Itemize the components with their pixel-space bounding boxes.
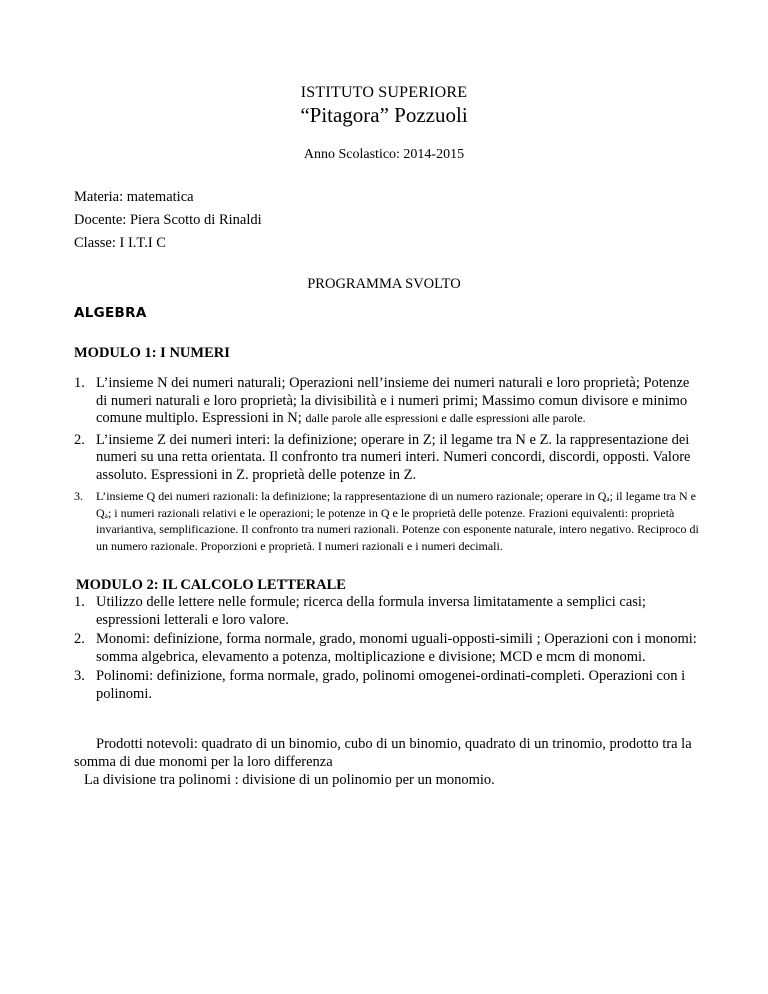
list-item: [74, 668, 704, 703]
program-title: PROGRAMMA SVOLTO: [307, 276, 461, 292]
list-number: 1.: [74, 594, 85, 610]
school-name: “Pitagora” Pozzuoli: [300, 103, 468, 127]
list-number: 2.: [74, 631, 85, 647]
list-item: [74, 375, 704, 428]
list-item: [74, 432, 704, 485]
teacher-line: Docente: Piera Scotto di Rinaldi: [74, 212, 262, 228]
subject-line: Materia: matematica: [74, 189, 194, 205]
module-2-title: MODULO 2: IL CALCOLO LETTERALE: [76, 577, 346, 593]
list-number: 3.: [74, 489, 83, 503]
section-title: ALGEBRA: [74, 305, 147, 321]
list-item-text: Monomi: definizione, forma normale, grado, monomi uguali-opposti-simili ; Operazioni con i monomi: somma algebrica, elevamento a potenza, moltiplicazione e divisione; MCD e mcm di monomi.: [96, 631, 697, 665]
list-item-text-small: dalle parole alle espressioni e dalle espressioni alle parole.: [305, 411, 586, 425]
institute-heading: ISTITUTO SUPERIORE: [300, 84, 468, 101]
list-number: 3.: [74, 668, 85, 684]
list-item: [74, 488, 704, 554]
list-item-text: Polinomi: definizione, forma normale, grado, polinomi omogenei-ordinati-completi. Operazioni con i polinomi.: [96, 668, 686, 702]
module-1-title: MODULO 1: I NUMERI: [74, 345, 230, 361]
list-item-text: L’insieme N dei numeri naturali; Operazioni nell’insieme dei numeri naturali e loro proprietà; Potenze di numeri naturali e loro proprietà; la divisibilità e i numeri primi; Massimo comun divisore e minimo comune multiplo. Espressioni in N;: [96, 375, 690, 426]
module-1-list: [74, 375, 704, 554]
list-number: 1.: [74, 375, 85, 391]
list-item-text: L’insieme Z dei numeri interi: la definizione; operare in Z; il legame tra N e Z. la rappresentazione dei numeri su una retta orientata. Il confronto tra numeri interi. Numeri concordi, discordi, opposti. Valore assoluto. Espressioni in Z. proprietà delle potenze in Z.: [96, 431, 691, 483]
list-item: [74, 631, 704, 666]
list-item-text: L’insieme Q dei numeri razionali: la definizione; la rappresentazione di un numero razionale; operare in Qₐ; il legame tra N e Qₐ; i numeri razionali relativi e le operazioni; le potenze in Q e le proprietà delle potenze. Frazioni equivalenti: proprietà invariantiva, semplificazione. Il confronto tra numeri razionali. Potenze con esponente naturale, intero negativo. Reciproco di un numero razionale. Proporzioni e proprietà. I numeri razionali e i numeri decimali.: [96, 489, 699, 553]
list-item: [74, 594, 704, 629]
list-number: 2.: [74, 431, 85, 448]
notable-products-paragraph: Prodotti notevoli: quadrato di un binomio, cubo di un binomio, quadrato di un trinomio, prodotto tra la somma di due monomi per la loro differenza: [74, 736, 692, 770]
school-year: Anno Scolastico: 2014-2015: [303, 147, 465, 162]
list-item-text: Utilizzo delle lettere nelle formule; ricerca della formula inversa limitatamente a semplici casi; espressioni letterali e loro valore.: [96, 594, 646, 628]
polynomial-division-paragraph: La divisione tra polinomi : divisione di un polinomio per un monomio.: [84, 772, 495, 788]
class-line: Classe: I I.T.I C: [74, 235, 166, 251]
module-2-list: [74, 594, 704, 705]
